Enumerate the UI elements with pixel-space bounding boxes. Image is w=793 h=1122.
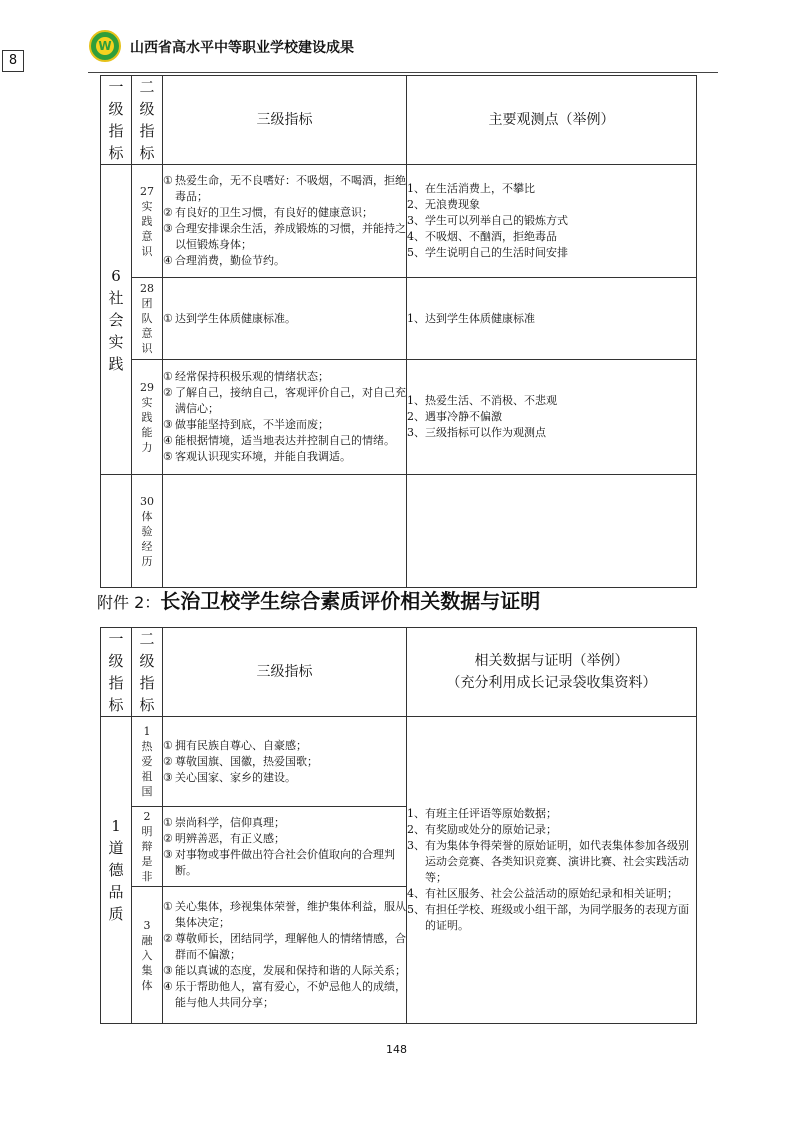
item-number: ② bbox=[163, 754, 173, 768]
list-item bbox=[407, 229, 696, 245]
item-text: 遇事冷静不偏激 bbox=[425, 410, 502, 423]
item-number: ① bbox=[163, 815, 173, 829]
item-number: 2、 bbox=[407, 198, 425, 211]
item-number: ③ bbox=[163, 418, 173, 431]
vertical-char: 27 bbox=[140, 184, 154, 198]
list-item bbox=[163, 815, 406, 831]
item-number: 3、 bbox=[407, 214, 425, 227]
list-item bbox=[407, 425, 696, 441]
level2-cell bbox=[132, 475, 163, 588]
vertical-char: 团 bbox=[141, 297, 153, 310]
item-text: 合理消费，勤俭节约。 bbox=[175, 254, 285, 267]
item-number: ① bbox=[163, 738, 173, 752]
list-item bbox=[163, 963, 406, 979]
table-row bbox=[101, 360, 697, 475]
item-text: 关心集体，珍视集体荣誉，维护集体利益，服从集体决定； bbox=[175, 900, 406, 929]
level3-cell bbox=[163, 278, 407, 360]
vertical-char: 辩 bbox=[141, 840, 153, 853]
list-item bbox=[163, 253, 406, 269]
list-item bbox=[163, 754, 406, 770]
level3-cell bbox=[163, 165, 407, 278]
vertical-char: 指 bbox=[139, 122, 155, 140]
vertical-char: 级 bbox=[108, 100, 124, 118]
vertical-char: 会 bbox=[108, 310, 124, 329]
list-item bbox=[407, 181, 696, 197]
item-text: 经常保持积极乐观的情绪状态； bbox=[175, 370, 329, 383]
vertical-char: 一 bbox=[108, 78, 124, 96]
header-observation: 主要观测点（举例） bbox=[407, 76, 697, 165]
item-number: 1、 bbox=[407, 182, 425, 195]
item-number: ① bbox=[163, 311, 173, 325]
vertical-char: 28 bbox=[140, 282, 154, 295]
item-text: 尊敬师长，团结同学，理解他人的情绪情感，合群而不偏激； bbox=[175, 932, 406, 961]
list-item bbox=[163, 433, 406, 449]
vertical-char: 识 bbox=[141, 342, 153, 355]
vertical-char: 实 bbox=[141, 199, 153, 213]
school-logo bbox=[89, 30, 121, 62]
header-level1 bbox=[101, 628, 132, 717]
list-item bbox=[163, 417, 406, 433]
item-number: ③ bbox=[163, 964, 173, 977]
vertical-char: 融 bbox=[141, 933, 153, 947]
item-number: 1、 bbox=[407, 807, 425, 820]
list-item bbox=[163, 221, 406, 253]
vertical-char: 一 bbox=[108, 630, 124, 648]
header-title: 山西省高水平中等职业学校建设成果 bbox=[130, 40, 354, 56]
list-item bbox=[407, 806, 696, 822]
level3-cell bbox=[163, 360, 407, 475]
vertical-char: 标 bbox=[108, 696, 124, 714]
level2-cell bbox=[132, 278, 163, 360]
item-text: 尊敬国旗、国徽，热爱国歌； bbox=[175, 754, 318, 768]
vertical-char: 实 bbox=[108, 332, 124, 351]
item-number: ① bbox=[163, 370, 173, 383]
header-level3: 三级指标 bbox=[163, 76, 407, 165]
item-text: 学生说明自己的生活时间安排 bbox=[425, 246, 568, 259]
item-number: 5、 bbox=[407, 903, 425, 916]
list-item bbox=[407, 886, 696, 902]
vertical-char: 1 bbox=[143, 725, 151, 738]
level3-cell bbox=[163, 887, 407, 1024]
header-level2 bbox=[132, 76, 163, 165]
vertical-char: 指 bbox=[108, 674, 124, 692]
item-text: 关心国家、家乡的建设。 bbox=[175, 770, 296, 784]
vertical-char: 能 bbox=[141, 425, 153, 439]
vertical-char: 体 bbox=[141, 509, 153, 523]
item-number: ② bbox=[163, 932, 173, 945]
logo-emblem-icon: W bbox=[96, 37, 114, 55]
item-text: 达到学生体质健康标准 bbox=[425, 311, 535, 325]
attachment-title: 长治卫校学生综合素质评价相关数据与证明 bbox=[160, 589, 541, 613]
item-text: 乐于帮助他人，富有爱心，不妒忌他人的成绩，能与他人共同分享； bbox=[175, 980, 406, 1009]
item-number: 2、 bbox=[407, 823, 425, 836]
list-item bbox=[163, 311, 406, 327]
list-item bbox=[163, 369, 406, 385]
item-number: ⑤ bbox=[163, 450, 173, 463]
table-row bbox=[101, 475, 697, 588]
item-text: 热爱生活、不消极、不悲观 bbox=[425, 394, 557, 407]
page-box-number: 8 bbox=[2, 50, 24, 72]
item-number: 4、 bbox=[407, 230, 425, 243]
item-number: 2、 bbox=[407, 410, 425, 423]
level1-empty-cell bbox=[101, 475, 132, 588]
table-row bbox=[101, 165, 697, 278]
list-item bbox=[163, 831, 406, 847]
item-text: 客观认识现实环境，并能自我调适。 bbox=[175, 450, 351, 463]
list-item bbox=[163, 979, 406, 1011]
list-item bbox=[163, 385, 406, 417]
vertical-char: 践 bbox=[108, 354, 124, 373]
item-text: 无浪费现象 bbox=[425, 198, 480, 211]
observation-cell bbox=[407, 360, 697, 475]
item-text: 了解自己，接纳自己，客观评价自己，对自己充满信心； bbox=[175, 386, 406, 415]
vertical-char: 明 bbox=[141, 825, 153, 838]
attachment-heading bbox=[97, 585, 540, 614]
list-item bbox=[407, 838, 696, 886]
vertical-char: 指 bbox=[139, 674, 155, 692]
list-item bbox=[163, 449, 406, 465]
level1-social-practice bbox=[101, 165, 132, 475]
vertical-char: 践 bbox=[141, 214, 153, 228]
list-item bbox=[407, 213, 696, 229]
item-number: ① bbox=[163, 900, 173, 913]
vertical-char: 级 bbox=[139, 100, 155, 118]
item-text: 拥有民族自尊心、自豪感； bbox=[175, 738, 307, 752]
evaluation-table-social-practice bbox=[100, 75, 697, 588]
list-item bbox=[407, 902, 696, 934]
item-number: ④ bbox=[163, 254, 173, 267]
vertical-char: 国 bbox=[141, 785, 153, 798]
vertical-char: 2 bbox=[143, 810, 151, 823]
item-number: ③ bbox=[163, 222, 173, 235]
list-item bbox=[407, 245, 696, 261]
vertical-char: 社 bbox=[108, 288, 124, 307]
header-level3: 三级指标 bbox=[163, 628, 407, 717]
list-item bbox=[163, 205, 406, 221]
item-text: 热爱生命，无不良嗜好：不吸烟，不喝酒，拒绝毒品； bbox=[175, 174, 406, 203]
header-level2 bbox=[132, 628, 163, 717]
item-number: 1、 bbox=[407, 394, 425, 407]
vertical-char: 二 bbox=[139, 630, 155, 648]
item-text: 学生可以列举自己的锻炼方式 bbox=[425, 214, 568, 227]
header-evidence bbox=[407, 628, 697, 717]
table-row bbox=[101, 717, 697, 807]
item-text: 合理安排课余生活，养成锻炼的习惯，并能持之以恒锻炼身体； bbox=[175, 222, 406, 251]
item-number: ④ bbox=[163, 434, 173, 447]
item-text: 有班主任评语等原始数据； bbox=[425, 807, 557, 820]
item-number: 5、 bbox=[407, 246, 425, 259]
level2-cell bbox=[132, 807, 163, 887]
item-number: 3、 bbox=[407, 839, 425, 852]
vertical-char: 二 bbox=[139, 78, 155, 96]
vertical-char: 集 bbox=[141, 963, 153, 977]
list-item bbox=[407, 197, 696, 213]
header-level1 bbox=[101, 76, 132, 165]
attachment-prefix: 附件 2： bbox=[97, 593, 161, 612]
item-number: 3、 bbox=[407, 426, 425, 439]
item-number: ① bbox=[163, 174, 173, 187]
item-text: 在生活消费上，不攀比 bbox=[425, 182, 535, 195]
item-text: 崇尚科学，信仰真理； bbox=[175, 815, 285, 829]
vertical-char: 是 bbox=[141, 855, 153, 868]
vertical-char: 6 bbox=[111, 266, 121, 285]
evidence-cell bbox=[407, 717, 697, 1024]
item-text: 不吸烟、不酗酒，拒绝毒品 bbox=[425, 230, 557, 243]
vertical-char: 质 bbox=[108, 905, 124, 923]
item-text: 对事物或事件做出符合社会价值取向的合理判断。 bbox=[175, 847, 395, 877]
observation-cell bbox=[407, 278, 697, 360]
vertical-char: 标 bbox=[108, 144, 124, 162]
item-text: 能根据情境，适当地表达并控制自己的情绪。 bbox=[175, 434, 395, 447]
list-item bbox=[407, 409, 696, 425]
level3-cell bbox=[163, 475, 407, 588]
vertical-char: 标 bbox=[139, 144, 155, 162]
vertical-char: 爱 bbox=[141, 755, 153, 768]
level2-cell bbox=[132, 717, 163, 807]
item-number: 4、 bbox=[407, 887, 425, 900]
level2-cell bbox=[132, 165, 163, 278]
vertical-char: 级 bbox=[108, 652, 124, 670]
item-number: ② bbox=[163, 386, 173, 399]
level2-cell bbox=[132, 887, 163, 1024]
list-item bbox=[163, 738, 406, 754]
level3-cell bbox=[163, 807, 407, 887]
vertical-char: 意 bbox=[141, 327, 153, 340]
vertical-char: 祖 bbox=[141, 770, 153, 783]
list-item bbox=[407, 311, 696, 327]
list-item bbox=[163, 931, 406, 963]
level2-cell bbox=[132, 360, 163, 475]
vertical-char: 德 bbox=[108, 861, 124, 879]
vertical-char: 指 bbox=[108, 122, 124, 140]
item-text: 有担任学校、班级或小组干部，为同学服务的表现方面的证明。 bbox=[425, 903, 689, 932]
item-number: ④ bbox=[163, 980, 173, 993]
observation-cell bbox=[407, 165, 697, 278]
item-text: 有为集体争得荣誉的原始证明，如代表集体参加各级别运动会竞赛、各类知识竞赛、演讲比赛、社会实践活动等； bbox=[425, 839, 689, 884]
header-rule bbox=[88, 72, 718, 73]
item-text: 有奖励或处分的原始记录； bbox=[425, 823, 557, 836]
table-header-row bbox=[101, 76, 697, 165]
list-item bbox=[407, 822, 696, 838]
item-text: 做事能坚持到底，不半途而废； bbox=[175, 418, 329, 431]
item-text: 明辨善恶，有正义感； bbox=[175, 831, 285, 845]
vertical-char: 30 bbox=[140, 494, 154, 508]
item-number: ③ bbox=[163, 770, 173, 784]
vertical-char: 标 bbox=[139, 696, 155, 714]
vertical-char: 践 bbox=[141, 410, 153, 424]
item-text: 达到学生体质健康标准。 bbox=[175, 311, 296, 325]
item-number: ② bbox=[163, 831, 173, 845]
vertical-char: 入 bbox=[141, 948, 153, 962]
vertical-char: 意 bbox=[141, 229, 153, 243]
item-text: 有良好的卫生习惯，有良好的健康意识； bbox=[175, 206, 373, 219]
vertical-char: 热 bbox=[141, 740, 153, 753]
vertical-char: 1 bbox=[111, 817, 121, 835]
page-number: 148 bbox=[386, 1043, 407, 1056]
vertical-char: 级 bbox=[139, 652, 155, 670]
vertical-char: 队 bbox=[141, 312, 153, 325]
list-item bbox=[163, 173, 406, 205]
table-row bbox=[101, 278, 697, 360]
item-text: 有社区服务、社会公益活动的原始纪录和相关证明； bbox=[425, 887, 678, 900]
level1-moral-quality bbox=[101, 717, 132, 1024]
list-item bbox=[163, 847, 406, 879]
header-evidence-line1: 相关数据与证明（举例） bbox=[474, 653, 629, 669]
evaluation-table-moral-quality bbox=[100, 627, 697, 1024]
table-header-row bbox=[101, 628, 697, 717]
item-number: 1、 bbox=[407, 311, 425, 325]
list-item bbox=[163, 770, 406, 786]
vertical-char: 非 bbox=[141, 870, 153, 883]
vertical-char: 29 bbox=[140, 380, 154, 394]
vertical-char: 历 bbox=[141, 554, 153, 568]
item-text: 三级指标可以作为观测点 bbox=[425, 426, 546, 439]
vertical-char: 力 bbox=[141, 440, 153, 454]
item-number: ② bbox=[163, 206, 173, 219]
vertical-char: 验 bbox=[141, 524, 153, 538]
vertical-char: 实 bbox=[141, 395, 153, 409]
vertical-char: 经 bbox=[141, 539, 153, 553]
vertical-char: 3 bbox=[143, 918, 151, 932]
item-text: 能以真诚的态度，发展和保持和谐的人际关系； bbox=[175, 964, 406, 977]
item-number: ③ bbox=[163, 847, 173, 861]
level3-cell bbox=[163, 717, 407, 807]
observation-cell bbox=[407, 475, 697, 588]
vertical-char: 道 bbox=[108, 839, 124, 857]
vertical-char: 识 bbox=[141, 244, 153, 258]
header-evidence-line2: （充分利用成长记录袋收集资料） bbox=[446, 675, 657, 691]
vertical-char: 品 bbox=[108, 883, 124, 901]
list-item bbox=[163, 899, 406, 931]
vertical-char: 体 bbox=[141, 978, 153, 992]
list-item bbox=[407, 393, 696, 409]
